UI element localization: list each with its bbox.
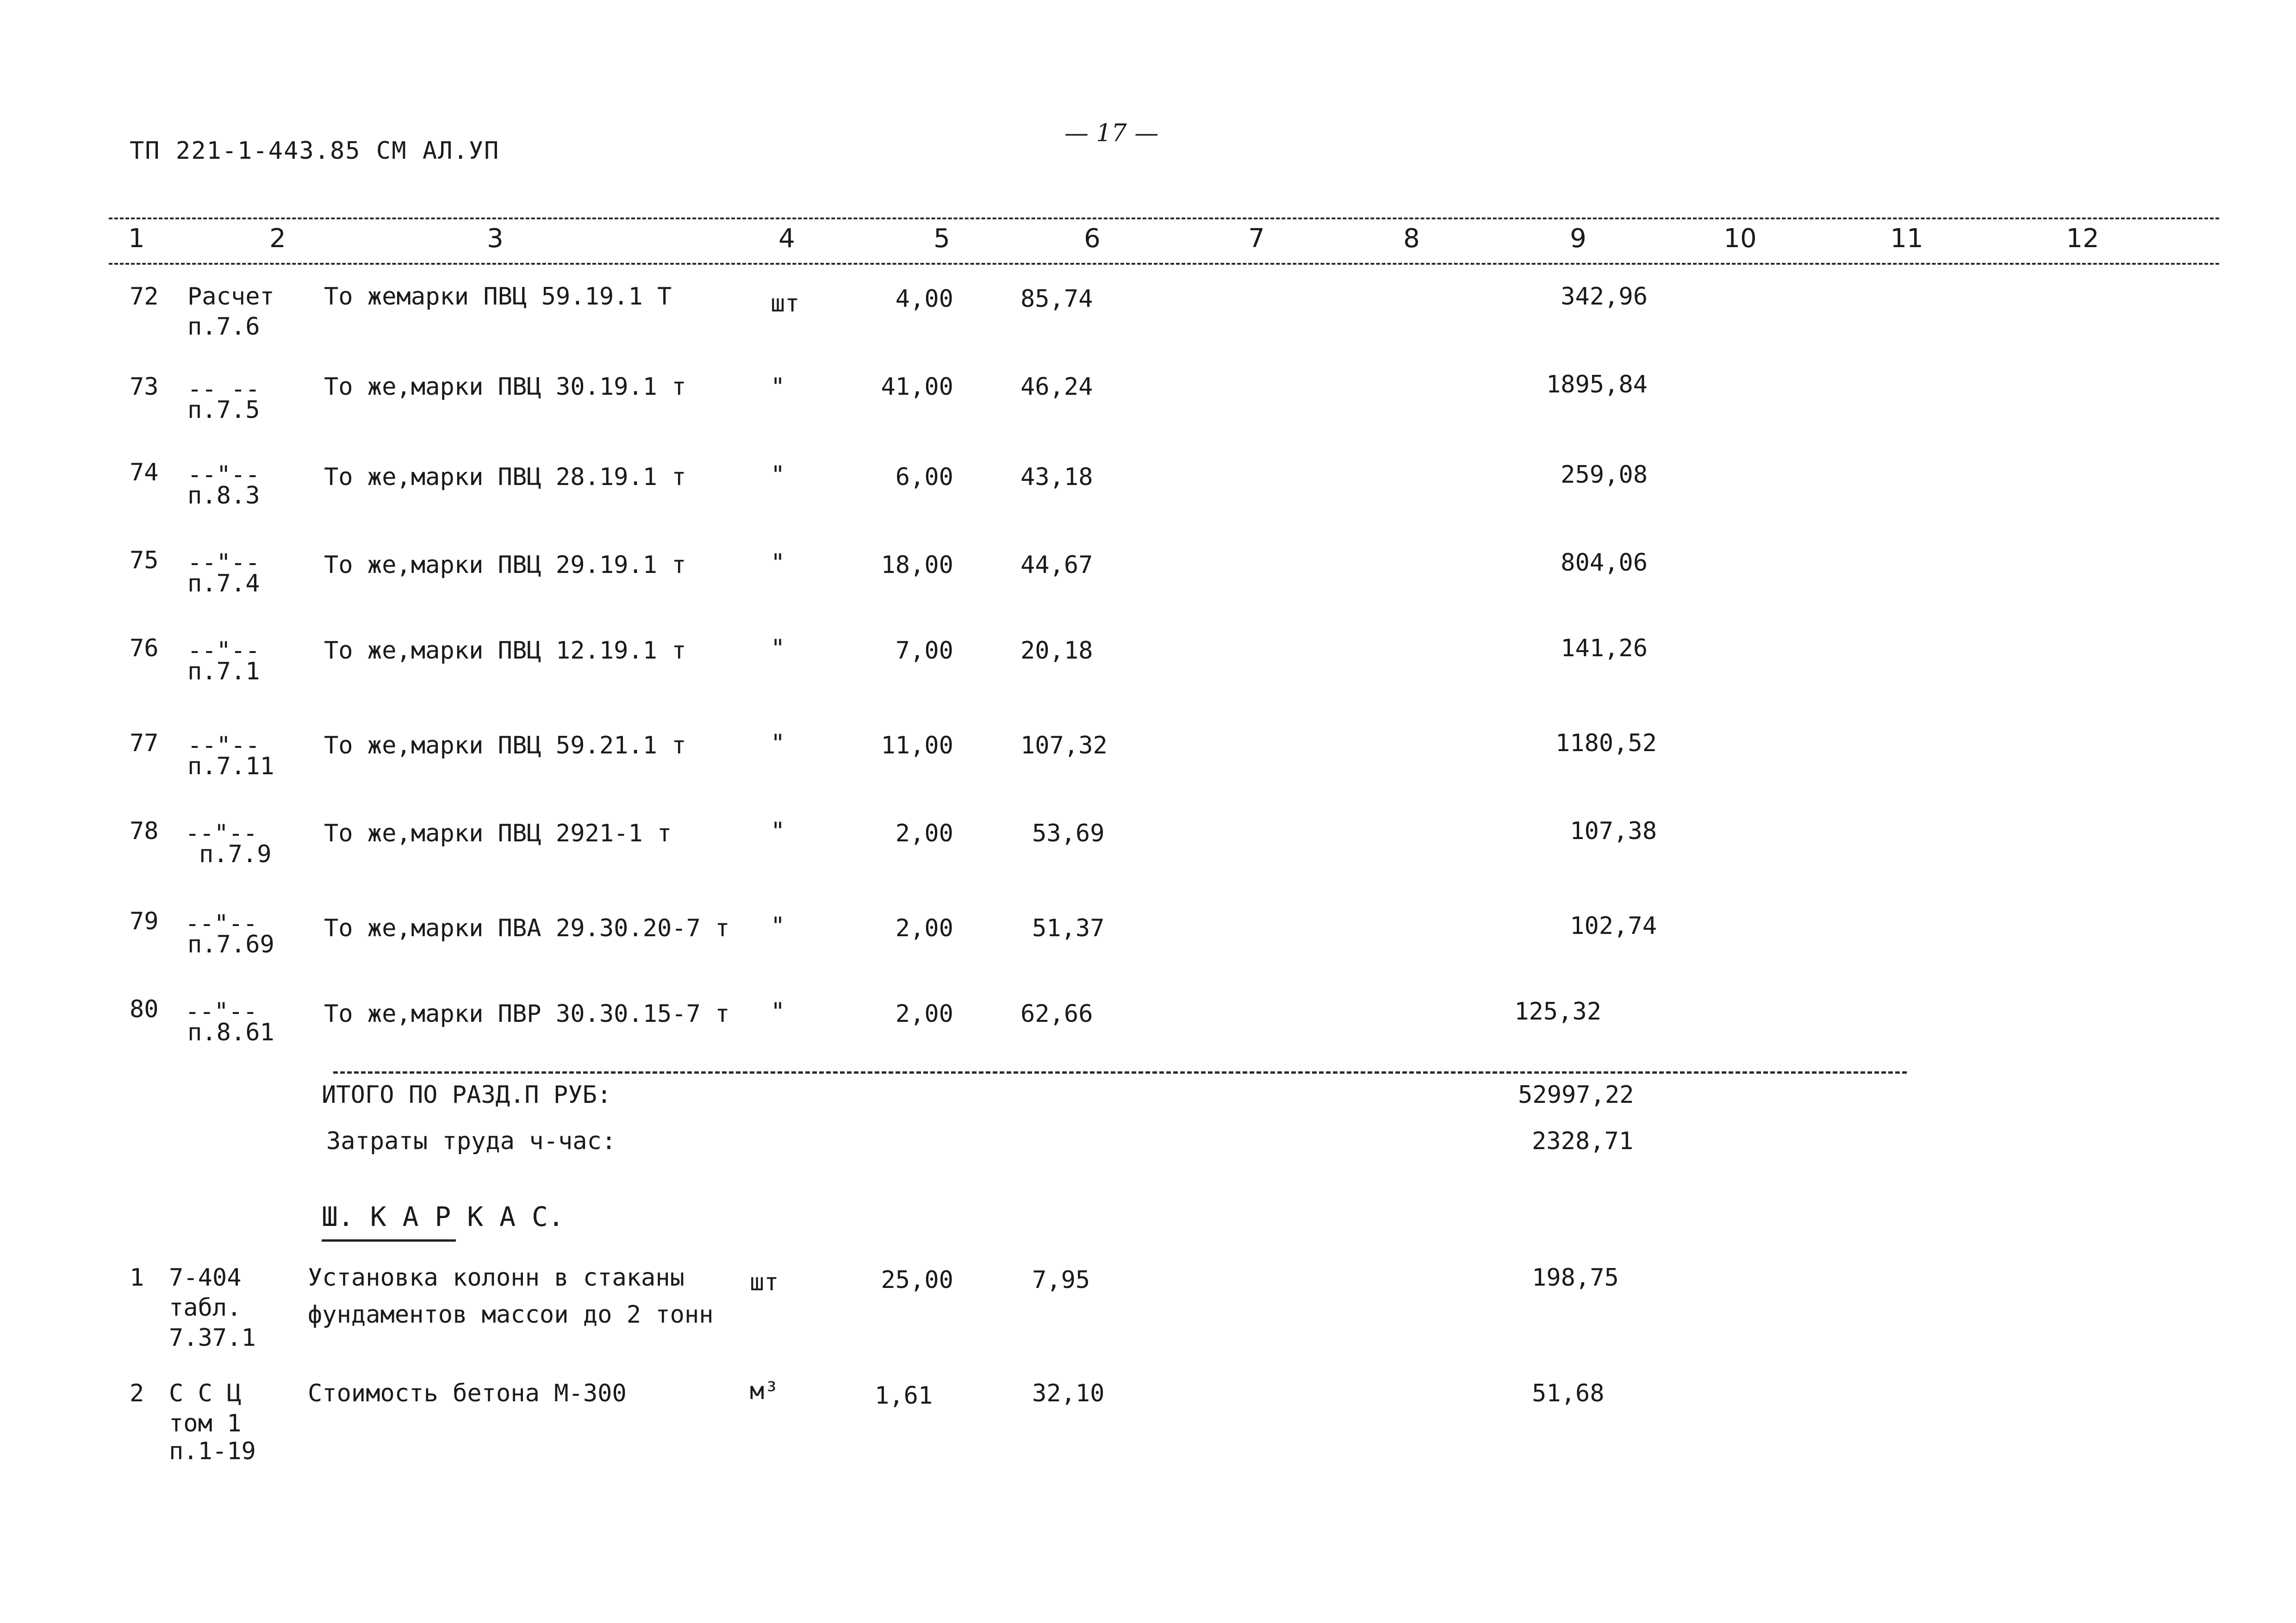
row-quantity: 11,00	[881, 732, 953, 759]
row-number: 73	[130, 373, 159, 401]
col-num-11: 11	[1890, 224, 1923, 254]
col-num-9: 9	[1570, 224, 1587, 254]
row-ref-item: п.8.61	[187, 1019, 274, 1046]
row-ref: --"--	[185, 998, 258, 1026]
row-total: 804,06	[1561, 549, 1648, 577]
row-ref-table: табл.	[169, 1294, 242, 1322]
row-quantity: 6,00	[895, 463, 953, 491]
row-price: 32,10	[1032, 1380, 1105, 1407]
col-num-1: 1	[128, 224, 145, 254]
row-description: То же,марки ПВЦ 12.19.1 т	[324, 637, 686, 665]
labor-cost-label: Затраты труда ч-час:	[326, 1127, 616, 1155]
row-quantity: 2,00	[895, 1000, 953, 1028]
row-ref: 7-404	[169, 1264, 242, 1292]
row-ref-item: п.8.3	[187, 482, 260, 510]
row-ref-item: п.7.5	[187, 396, 260, 424]
row-description: Установка колонн в стаканы	[308, 1264, 684, 1292]
col-num-10: 10	[1724, 224, 1757, 254]
row-ref-item: п.7.9	[199, 840, 272, 868]
row-ref-volume: том 1	[169, 1410, 242, 1437]
section-title: Ш. К А Р К А С.	[322, 1201, 564, 1232]
section-total-value: 52997,22	[1518, 1081, 1634, 1109]
row-quantity: 1,61	[875, 1382, 933, 1410]
row-unit: шт	[771, 290, 800, 317]
row-ref: Расчет	[187, 283, 274, 311]
row-total: 102,74	[1570, 912, 1657, 940]
col-num-7: 7	[1248, 224, 1265, 254]
row-unit: "	[771, 461, 785, 489]
document-code: ТП 221-1-443.85 СМ АЛ.УП	[130, 137, 500, 165]
row-unit: "	[771, 549, 785, 577]
row-unit: "	[771, 817, 785, 845]
row-quantity: 2,00	[895, 914, 953, 942]
row-description-cont: фундаментов массои до 2 тонн	[308, 1301, 714, 1329]
row-number: 76	[130, 634, 159, 662]
row-number: 1	[130, 1264, 144, 1292]
row-total: 342,96	[1561, 283, 1648, 311]
row-price: 46,24	[1020, 373, 1093, 401]
row-ref-item: 7.37.1	[169, 1324, 256, 1352]
row-description: То же,марки ПВЦ 2921-1 т	[324, 820, 672, 847]
row-quantity: 7,00	[895, 637, 953, 665]
row-number: 2	[130, 1380, 144, 1407]
row-ref: --"--	[187, 549, 260, 577]
row-description: Стоимость бетона М-300	[308, 1380, 627, 1407]
row-unit: "	[771, 912, 785, 940]
row-ref: --"--	[187, 732, 260, 759]
page-number: — 17 —	[1064, 119, 1159, 147]
row-total: 51,68	[1532, 1380, 1605, 1407]
header-top-rule	[109, 218, 2219, 219]
row-total: 259,08	[1561, 461, 1648, 489]
row-unit: "	[771, 634, 785, 662]
row-price: 51,37	[1032, 914, 1105, 942]
row-number: 77	[130, 729, 159, 757]
row-total: 1180,52	[1555, 729, 1657, 757]
row-total: 198,75	[1532, 1264, 1619, 1292]
row-description: То же,марки ПВА 29.30.20-7 т	[324, 914, 730, 942]
row-price: 107,32	[1020, 732, 1108, 759]
section-total-label: ИТОГО ПО РАЗД.П РУБ:	[322, 1081, 612, 1109]
col-num-4: 4	[778, 224, 795, 254]
row-ref: --"--	[185, 910, 258, 938]
section-title-underline	[322, 1239, 456, 1242]
row-price: 85,74	[1020, 285, 1093, 313]
row-total: 125,32	[1514, 998, 1601, 1026]
row-description: То жемарки ПВЦ 59.19.1 Т	[324, 283, 672, 311]
row-ref-item: п.1-19	[169, 1437, 256, 1465]
row-description: То же,марки ПВЦ 29.19.1 т	[324, 551, 686, 579]
row-quantity: 25,00	[881, 1266, 953, 1294]
col-num-2: 2	[269, 224, 286, 254]
row-number: 75	[130, 547, 159, 574]
labor-cost-value: 2328,71	[1532, 1127, 1634, 1155]
row-ref-item: п.7.4	[187, 570, 260, 597]
row-ref: С С Ц	[169, 1380, 242, 1407]
row-price: 44,67	[1020, 551, 1093, 579]
row-unit: м³	[750, 1377, 779, 1405]
row-ref-item: п.7.6	[187, 313, 260, 341]
col-num-8: 8	[1403, 224, 1420, 254]
row-unit: "	[771, 373, 785, 401]
row-total: 107,38	[1570, 817, 1657, 845]
totals-separator-rule	[333, 1071, 1907, 1074]
row-quantity: 4,00	[895, 285, 953, 313]
header-bottom-rule	[109, 263, 2219, 265]
row-description: То же,марки ПВЦ 28.19.1 т	[324, 463, 686, 491]
row-price: 20,18	[1020, 637, 1093, 665]
row-price: 62,66	[1020, 1000, 1093, 1028]
row-ref-item: п.7.11	[187, 752, 274, 780]
row-quantity: 18,00	[881, 551, 953, 579]
row-number: 79	[130, 908, 159, 935]
row-ref: --"--	[187, 461, 260, 489]
row-description: То же,марки ПВЦ 30.19.1 т	[324, 373, 686, 401]
row-price: 43,18	[1020, 463, 1093, 491]
row-description: То же,марки ПВР 30.30.15-7 т	[324, 1000, 730, 1028]
row-unit: "	[771, 998, 785, 1026]
row-total: 141,26	[1561, 634, 1648, 662]
row-number: 80	[130, 995, 159, 1023]
row-number: 74	[130, 459, 159, 486]
row-number: 72	[130, 283, 159, 311]
row-price: 53,69	[1032, 820, 1105, 847]
col-num-6: 6	[1084, 224, 1101, 254]
row-quantity: 41,00	[881, 373, 953, 401]
row-description: То же,марки ПВЦ 59.21.1 т	[324, 732, 686, 759]
row-unit: шт	[750, 1269, 779, 1296]
row-ref-item: п.7.69	[187, 931, 274, 958]
row-ref: --"--	[185, 820, 258, 847]
row-price: 7,95	[1032, 1266, 1090, 1294]
col-num-5: 5	[933, 224, 950, 254]
row-ref-item: п.7.1	[187, 658, 260, 685]
row-unit: "	[771, 729, 785, 757]
col-num-12: 12	[2066, 224, 2099, 254]
row-ref: --"--	[187, 637, 260, 665]
row-total: 1895,84	[1546, 371, 1648, 398]
col-num-3: 3	[487, 224, 504, 254]
row-ref: -- --	[187, 375, 260, 403]
row-quantity: 2,00	[895, 820, 953, 847]
row-number: 78	[130, 817, 159, 845]
